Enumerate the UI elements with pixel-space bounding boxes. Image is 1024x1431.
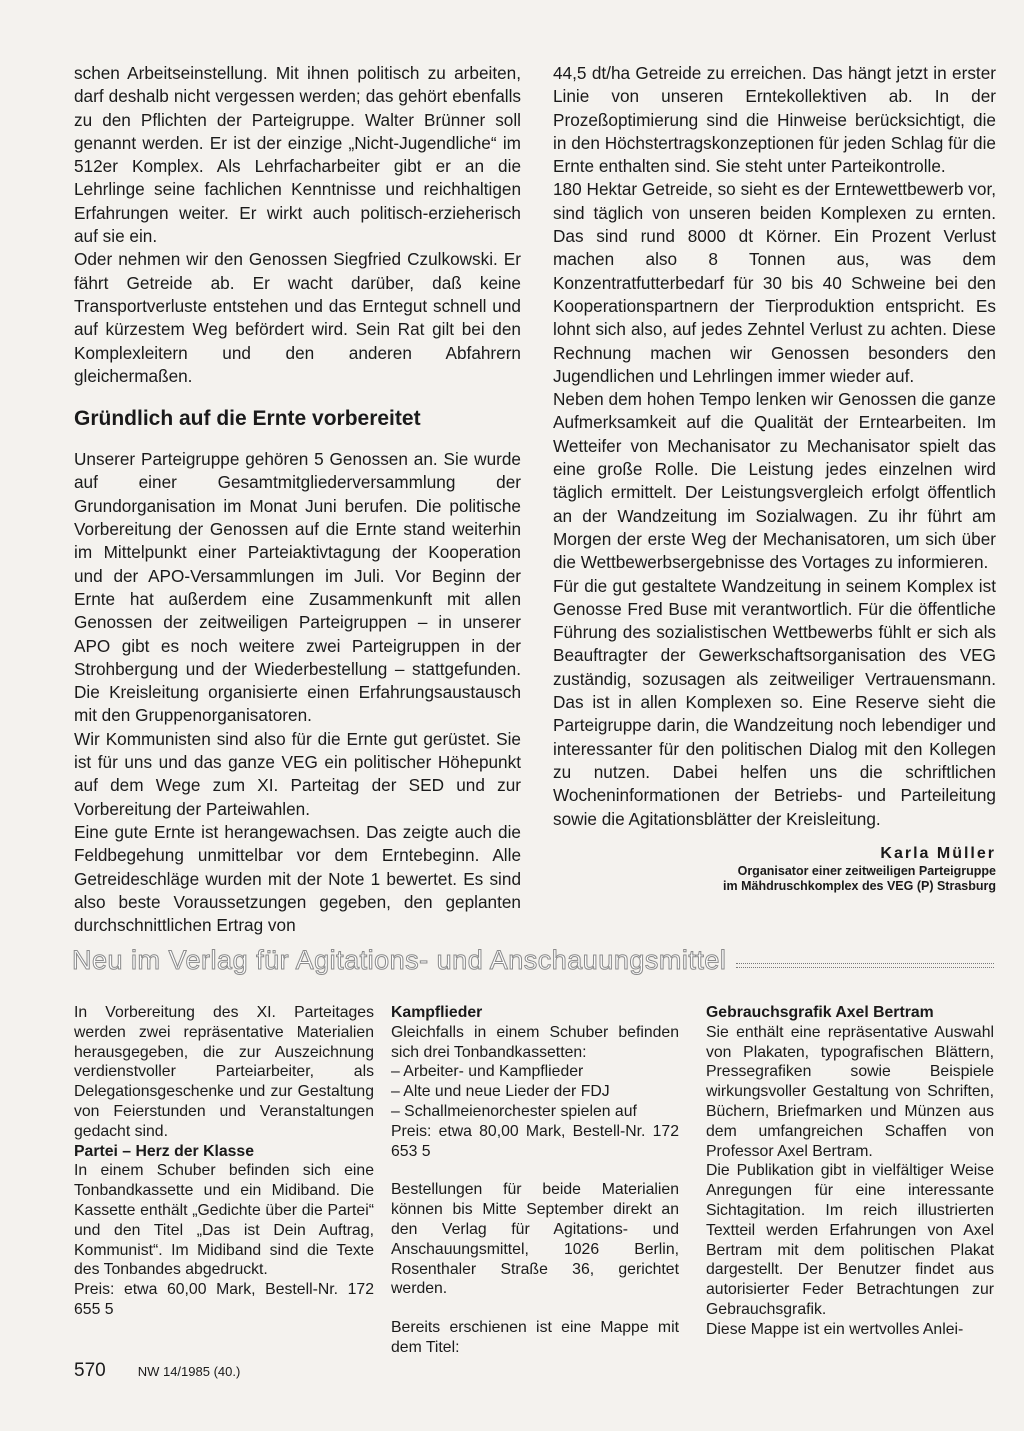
author-role: im Mähdruschkomplex des VEG (P) Strasburg [723, 878, 996, 893]
list-item: – Schallmeienorchester spielen auf [391, 1102, 637, 1120]
paragraph: Diese Mappe ist ein wertvolles Anlei- [706, 1320, 964, 1338]
banner-title: Neu im Verlag für Agitations- und Anschauungsmittel [72, 944, 727, 975]
section-banner [72, 940, 994, 980]
paragraph: Eine gute Ernte ist herangewachsen. Das zeigte auch die Feldbegehung unmittelbar vor dem Erntebeginn. Alle Getreideschläge wurden mit der Note 1 bewertet. Es sind also beste Voraussetzungen gegeben, den geplanten durchschnittlichen Ertrag von [74, 821, 521, 936]
author-role: Organisator einer zeitweiligen Parteigruppe [737, 863, 996, 878]
announcement-column-2 [391, 1003, 679, 1358]
paragraph: Die Publikation gibt in vielfältiger Weise Anregungen für eine interessante Sichtagitation. Im reich illustrierten Textteil werden Erfahrungen von Axel Bertram mit dem politischen Plakat dargestellt. Der Benutzer findet aus autorisierter Feder Betrachtungen zur Gebrauchsgrafik. [706, 1162, 994, 1318]
paragraph: Wir Kommunisten sind also für die Ernte gut gerüstet. Sie ist für uns und das ganze VEG ein politischer Höhepunkt auf dem Wege zum XI. Parteitag der SED und zur Vorbereitung der Parteiwahlen. [74, 728, 521, 819]
item-heading: Kampflieder [391, 1004, 483, 1021]
paragraph: In Vorbereitung des XI. Parteitages werden zwei repräsentative Materialien herausgegeben, die zur Auszeichnung verdienstvoller Parteiarbeiter, als Delegationsgeschenke und zur Gestaltung von Feierstunden und Veranstaltungen gedacht sind. [74, 1004, 374, 1140]
paragraph: Gleichfalls in einem Schuber befinden sich drei Tonbandkassetten: [391, 1023, 679, 1061]
paragraph: In einem Schuber befinden sich eine Tonbandkassette und ein Midiband. Die Kassette enthält „Gedichte über die Partei“ und den Titel „Das ist Dein Auftrag, Kommunist“. Im Midiband sind die Texte des Tonbandes abgedruckt. [74, 1162, 374, 1279]
paragraph: Unserer Parteigruppe gehören 5 Genossen an. Sie wurde auf einer Gesamtmitgliederversammlung der Grundorganisation im Monat Juni berufen. Die politische Vorbereitung der Genossen auf die Ernte stand weiterhin im Mittelpunkt einer Parteiaktivtagung der Kooperation und der APO-Versammlungen im Juli. Vor Beginn der Ernte hat außerdem eine Zusammenkunft mit allen Genossen der zeitweiligen Parteigruppen – in unserer APO gibt es noch weitere zwei Parteigruppen in der Strohbergung und der Wiederbestellung – stattgefunden. Die Kreisleitung organisierte einen Erfahrungsaustausch mit den Gruppenorganisatoren. [74, 449, 521, 726]
paragraph: Oder nehmen wir den Genossen Siegfried Czulkowski. Er fährt Getreide ab. Er wacht darüber, daß keine Transportverluste entstehen und das Erntegut schnell und auf kürzestem Weg befördert wird. Sein Rat gilt bei den Komplexleitern und den anderen Abfahrern gleichermaßen. [74, 249, 521, 386]
banner-rule [736, 963, 994, 968]
page-footer [74, 1360, 240, 1382]
announcement-column-1 [74, 1003, 374, 1320]
price-line: Preis: etwa 80,00 Mark, Bestell-Nr. 172 653 5 [391, 1122, 679, 1160]
issue-label: NW 14/1985 (40.) [137, 1364, 241, 1379]
section-heading: Gründlich auf die Ernte vorbereitet [74, 407, 421, 431]
list-item: – Arbeiter- und Kampflieder [391, 1063, 584, 1081]
item-heading: Partei – Herz der Klasse [74, 1142, 255, 1160]
paragraph: Bereits erschienen ist eine Mappe mit dem Titel: [391, 1319, 679, 1356]
paragraph: Bestellungen für beide Materialien können bis Mitte September direkt an den Verlag für Agitations- und Anschauungsmittel, 1026 Berlin, Rosenthaler Straße 36, gerichtet werden. [391, 1181, 679, 1298]
paragraph: 180 Hektar Getreide, so sieht es der Erntewettbewerb vor, sind täglich von unseren beiden Komplexen zu ernten. Das sind rund 8000 dt Körner. Ein Prozent Verlust machen also 8 Tonnen aus, was dem Konzentratfutterbedarf für 30 bis 40 Schweine bei den Kooperationspartnern der Tierproduktion entspricht. Es lohnt sich also, auf jedes Zehntel Verlust zu achten. Diese Rechnung machen wir Genossen besonders den Jugendlichen und Lehrlingen immer wieder auf. [553, 179, 996, 386]
paragraph: 44,5 dt/ha Getreide zu erreichen. Das hängt jetzt in erster Linie von unseren Erntekollektiven ab. In der Prozeßoptimierung sind die Hinweise berücksichtigt, die in den Höchstertragskonzeptionen für jeden Schlag für die Ernte enthalten sind. Sie steht unter Parteikontrolle. [553, 63, 996, 177]
author-signature [553, 843, 996, 894]
paragraph: Sie enthält eine repräsentative Auswahl von Plakaten, typografischen Blättern, Pressegrafiken sowie Beispiele wirkungsvoller Gestaltung von Schriften, Büchern, Briefmarken und Münzen aus dem umfangreichen Schaffen von Professor Axel Bertram. [706, 1023, 994, 1160]
paragraph: Für die gut gestaltete Wandzeitung in seinem Komplex ist Genosse Fred Buse mit verantwortlich. Für die öffentliche Führung des sozialistischen Wettbewerbs fühlt er sich als Beauftragter der Gewerkschaftsorganisation des VEG zuständig, sozusagen als zeitweiliger Vertrauensmann. Das ist in allen Komplexen so. Eine Reserve sieht die Parteigruppe darin, die Wandzeitung noch lebendiger und interessanter für den politischen Dialog mit den Kollegen zu nutzen. Dabei helfen uns die schriftlichen Wocheninformationen der Betriebs- und Parteileitung sowie die Agitationsblätter der Kreisleitung. [553, 575, 996, 829]
list-item: – Alte und neue Lieder der FDJ [391, 1083, 610, 1101]
price-line: Preis: etwa 60,00 Mark, Bestell-Nr. 172 655 5 [74, 1281, 374, 1318]
paragraph: schen Arbeitseinstellung. Mit ihnen politisch zu arbeiten, darf deshalb nicht vergessen werden; das gehört ebenfalls zu den Pflichten der Parteigruppe. Walter Brünner soll genannt werden. Er ist der einzige „Nicht-Jugendliche“ im 512er Komplex. Als Lehrfacharbeiter gibt er an die Lehrlinge seine fachlichen Kenntnisse und reichhaltigen Erfahrungen weiter. Er wirkt auch politisch-erzieherisch auf sie ein. [74, 63, 521, 247]
page-number: 570 [74, 1360, 106, 1381]
announcement-column-3 [706, 1003, 994, 1340]
author-name: Karla Müller [880, 844, 996, 862]
article-right-column [553, 62, 996, 894]
item-heading: Gebrauchsgrafik Axel Bertram [706, 1004, 934, 1021]
paragraph: Neben dem hohen Tempo lenken wir Genossen die ganze Aufmerksamkeit auf die Qualität der Erntearbeiten. Im Wetteifer von Mechanisator zu Mechanisator spielt das eine große Rolle. Die Leistung jedes einzelnen wird täglich ermittelt. Der Leistungsvergleich erfolgt öffentlich an der Wandzeitung im Sozialwagen. Zu ihr führt am Morgen der erste Weg der Mechanisatoren, um sich über die Wettbewerbsergebnisse des Vortages zu informieren. [553, 389, 996, 573]
article-left-column [74, 62, 521, 937]
